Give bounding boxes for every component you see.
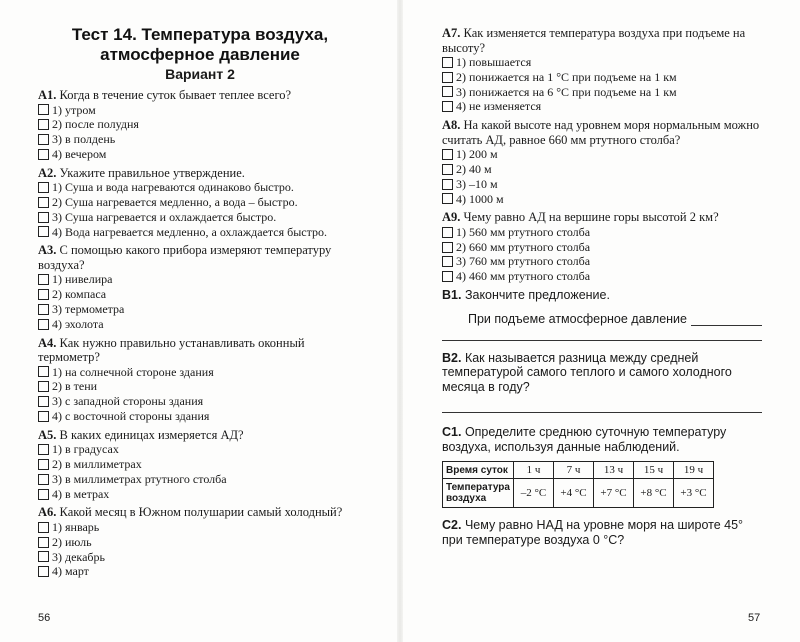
answer-checkbox[interactable]: [38, 566, 49, 577]
table-cell: 1 ч: [514, 462, 554, 479]
variant-label: Вариант 2: [165, 66, 235, 82]
table-row-header: Время суток: [443, 462, 514, 479]
question-id: B1.: [442, 288, 462, 303]
table-cell: 7 ч: [554, 462, 594, 479]
question-id: A5.: [38, 427, 57, 442]
answer-checkbox[interactable]: [38, 289, 49, 300]
option[interactable]: [38, 195, 363, 210]
option[interactable]: [442, 99, 762, 114]
option-label: 1) нивелира: [52, 272, 113, 287]
answer-checkbox[interactable]: [38, 197, 49, 208]
option-label: 1) в градусах: [52, 442, 119, 457]
option[interactable]: [442, 177, 762, 192]
question-c2: [442, 518, 762, 547]
option[interactable]: [442, 192, 762, 207]
question-text: Какой месяц в Южном полушарии самый холодный?: [59, 505, 343, 520]
question-text: Укажите правильное утверждение.: [59, 165, 245, 180]
answer-checkbox[interactable]: [38, 212, 49, 223]
option-label: 3) в миллиметрах ртутного столба: [52, 471, 227, 486]
question-a5: [38, 428, 363, 502]
option[interactable]: [38, 365, 363, 380]
question-c1: [442, 425, 762, 508]
right-page: [400, 0, 800, 642]
page-title: Тест 14. Температура воздуха, атмосферное давление: [71, 25, 329, 64]
option[interactable]: [38, 487, 363, 502]
option[interactable]: [38, 225, 363, 240]
option-label: 1) январь: [52, 519, 100, 534]
option-label: 3) –10 м: [456, 176, 498, 191]
option-label: 1) на солнечной стороне здания: [52, 364, 214, 379]
answer-checkbox[interactable]: [442, 271, 453, 282]
table-cell: +8 °С: [634, 479, 674, 508]
answer-checkbox[interactable]: [38, 226, 49, 237]
question-id: C1.: [442, 425, 462, 440]
question-id: C2.: [442, 518, 462, 533]
question-text: Как нужно правильно устанавливать оконный термометр?: [38, 335, 305, 365]
question-id: A6.: [38, 505, 57, 520]
question-text: На какой высоте над уровнем моря нормальным можно считать АД, равное 660 мм ртутного столба?: [442, 118, 760, 147]
table-cell: +3 °С: [674, 479, 714, 508]
answer-checkbox[interactable]: [38, 537, 49, 548]
answer-checkbox[interactable]: [38, 149, 49, 160]
question-a1: [38, 88, 363, 162]
option-label: 2) Суша нагревается медленно, а вода – быстро.: [52, 194, 298, 209]
question-id: A1.: [38, 88, 57, 102]
option[interactable]: [38, 520, 363, 535]
answer-checkbox[interactable]: [38, 366, 49, 377]
option[interactable]: [442, 254, 762, 269]
question-text: Чему равно НАД на уровне моря на широте 45° при температуре воздуха 0 °С?: [442, 518, 744, 547]
question-b2: [442, 351, 762, 414]
table-cell: 19 ч: [674, 462, 714, 479]
answer-checkbox[interactable]: [442, 72, 453, 83]
answer-checkbox[interactable]: [38, 182, 49, 193]
question-a2: [38, 166, 363, 240]
option-label: 1) утром: [52, 102, 96, 117]
option[interactable]: [38, 550, 363, 565]
option-label: 2) компаса: [52, 287, 107, 302]
answer-checkbox[interactable]: [442, 149, 453, 160]
question-text: Как называется разница между средней температурой самого теплого и самого холодного месяца в году?: [442, 350, 732, 394]
option[interactable]: [442, 162, 762, 177]
option-label: 3) декабрь: [52, 549, 105, 564]
left-questions: [38, 88, 363, 579]
question-a3: [38, 243, 363, 331]
question-id: A2.: [38, 165, 57, 180]
answer-checkbox[interactable]: [38, 104, 49, 115]
table-cell: 13 ч: [594, 462, 634, 479]
b1-prompt: При подъеме атмосферное давление: [468, 311, 687, 326]
option[interactable]: [38, 472, 363, 487]
table-cell: –2 °С: [514, 479, 554, 508]
question-text: В каких единицах измеряется АД?: [59, 427, 244, 442]
question-b1: [442, 288, 762, 341]
page-number: 56: [38, 612, 51, 624]
option[interactable]: [38, 302, 363, 317]
answer-checkbox[interactable]: [38, 551, 49, 562]
option[interactable]: [38, 103, 363, 118]
option-label: 4) 460 мм ртутного столба: [456, 269, 591, 284]
option[interactable]: [442, 147, 762, 162]
option[interactable]: [38, 394, 363, 409]
answer-checkbox[interactable]: [38, 134, 49, 145]
option[interactable]: [38, 564, 363, 579]
option[interactable]: [38, 117, 363, 132]
option-label: 4) в метрах: [52, 486, 110, 501]
table-cell: +4 °С: [554, 479, 594, 508]
answer-checkbox[interactable]: [442, 86, 453, 97]
option[interactable]: [442, 55, 762, 70]
question-id: B2.: [442, 350, 462, 365]
option[interactable]: [442, 70, 762, 85]
answer-checkbox[interactable]: [38, 319, 49, 330]
question-id: A4.: [38, 335, 57, 350]
answer-checkbox[interactable]: [442, 227, 453, 238]
option-label: 4) не изменяется: [456, 99, 542, 114]
answer-checkbox[interactable]: [38, 522, 49, 533]
option-label: 1) 560 мм ртутного столба: [456, 224, 591, 239]
question-id: A9.: [442, 210, 461, 225]
option-label: 1) 200 м: [456, 147, 498, 162]
table-cell: +7 °С: [594, 479, 634, 508]
answer-checkbox[interactable]: [442, 57, 453, 68]
option[interactable]: [38, 409, 363, 424]
question-text: Когда в течение суток бывает теплее всего?: [59, 88, 292, 102]
answer-checkbox[interactable]: [38, 411, 49, 422]
answer-checkbox[interactable]: [38, 119, 49, 130]
answer-checkbox[interactable]: [38, 474, 49, 485]
option[interactable]: [442, 269, 762, 284]
option[interactable]: [38, 147, 363, 162]
option[interactable]: [38, 180, 363, 195]
option-label: 3) термометра: [52, 301, 125, 316]
option[interactable]: [442, 85, 762, 100]
question-a7: [442, 26, 762, 114]
option-label: 1) Суша и вода нагреваются одинаково быстро.: [52, 180, 294, 195]
answer-checkbox[interactable]: [38, 459, 49, 470]
option-label: 2) 40 м: [456, 161, 492, 176]
option-label: 3) с западной стороны здания: [52, 394, 204, 409]
option[interactable]: [38, 210, 363, 225]
answer-checkbox[interactable]: [442, 256, 453, 267]
option[interactable]: [38, 457, 363, 472]
answer-line[interactable]: [691, 313, 762, 326]
answer-checkbox[interactable]: [38, 274, 49, 285]
answer-checkbox[interactable]: [442, 242, 453, 253]
observation-table: [442, 461, 714, 508]
option-label: 4) вечером: [52, 146, 107, 161]
option[interactable]: [38, 317, 363, 332]
option[interactable]: [38, 442, 363, 457]
option-label: 2) июль: [52, 534, 92, 549]
answer-checkbox[interactable]: [442, 101, 453, 112]
answer-checkbox[interactable]: [38, 396, 49, 407]
option[interactable]: [38, 535, 363, 550]
table-row: [443, 479, 714, 508]
question-text: С помощью какого прибора измеряют температуру воздуха?: [38, 243, 332, 272]
option-label: 4) 1000 м: [456, 191, 504, 206]
question-text: Закончите предложение.: [464, 288, 610, 303]
question-id: A8.: [442, 118, 461, 133]
option-label: 4) с восточной стороны здания: [52, 408, 210, 423]
question-id: A7.: [442, 26, 461, 40]
option[interactable]: [38, 272, 363, 287]
option[interactable]: [442, 225, 762, 240]
option-label: 2) после полудня: [52, 117, 139, 132]
option-label: 2) в тени: [52, 379, 98, 394]
option-label: 4) эхолота: [52, 316, 104, 331]
option-label: 2) 660 мм ртутного столба: [456, 239, 591, 254]
option-label: 4) март: [52, 564, 89, 579]
answer-checkbox[interactable]: [442, 164, 453, 175]
question-id: A3.: [38, 243, 57, 258]
question-text: Определите среднюю суточную температуру воздуха, используя данные наблюдений.: [442, 425, 727, 454]
option-label: 1) повышается: [456, 55, 532, 69]
answer-checkbox[interactable]: [442, 193, 453, 204]
question-text: Как изменяется температура воздуха при подъеме на высоту?: [442, 26, 746, 55]
answer-checkbox[interactable]: [38, 444, 49, 455]
question-a9: [442, 210, 762, 284]
option-label: 2) понижается на 1 °С при подъеме на 1 км: [456, 69, 677, 84]
option-label: 3) Суша нагревается и охлаждается быстро.: [52, 209, 277, 224]
right-questions: [442, 26, 762, 547]
table-cell: 15 ч: [634, 462, 674, 479]
option-label: 3) понижается на 6 °С при подъеме на 1 км: [456, 84, 677, 99]
table-row-header: Температура воздуха: [443, 479, 514, 508]
page-number: 57: [748, 612, 761, 624]
question-a6: [38, 505, 363, 579]
option[interactable]: [38, 379, 363, 394]
option-label: 2) в миллиметрах: [52, 457, 142, 472]
option-label: 3) 760 мм ртутного столба: [456, 254, 591, 269]
question-text: Чему равно АД на вершине горы высотой 2 км?: [463, 210, 719, 225]
answer-checkbox[interactable]: [38, 381, 49, 392]
question-a4: [38, 336, 363, 424]
option[interactable]: [38, 132, 363, 147]
answer-checkbox[interactable]: [38, 489, 49, 500]
option-label: 3) в полдень: [52, 132, 116, 147]
answer-checkbox[interactable]: [38, 304, 49, 315]
option[interactable]: [442, 240, 762, 255]
table-row: [443, 462, 714, 479]
option-label: 4) Вода нагревается медленно, а охлаждается быстро.: [52, 224, 328, 239]
option[interactable]: [38, 287, 363, 302]
answer-checkbox[interactable]: [442, 179, 453, 190]
question-a8: [442, 118, 762, 206]
